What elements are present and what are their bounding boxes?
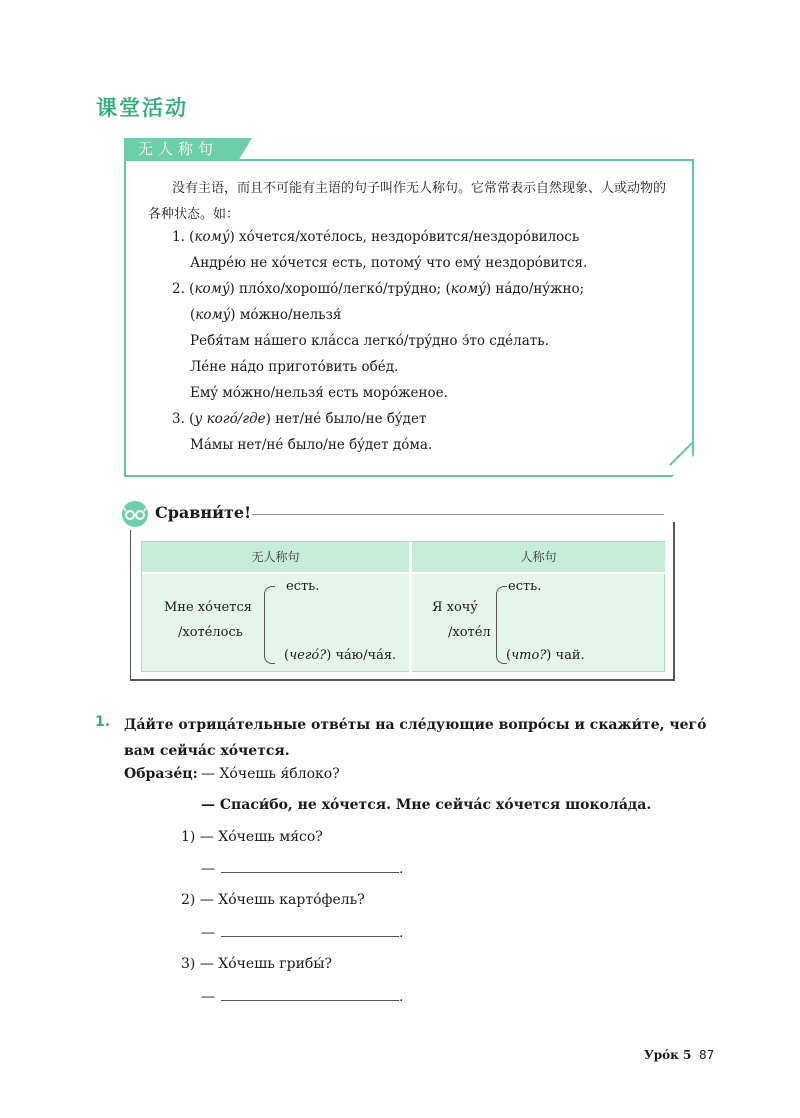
answer-blank-1[interactable]: — . [201, 861, 404, 877]
grammar-line: Мáмы нет/нé было/не бýдет дóма. [190, 437, 433, 453]
compare-column-divider [409, 542, 412, 672]
compare-right-subject: Я хочý [432, 600, 478, 615]
grammar-line: 2. (комý) плóхо/хорошó/легкó/трýдно; (комý) нáдо/нýжно; [172, 281, 585, 297]
glasses-icon [121, 500, 149, 528]
compare-table [141, 541, 665, 672]
compare-left-subject: Мне хóчется [164, 600, 252, 615]
grammar-line: 3. (у когó/где) нет/нé было/не бýдет [172, 411, 427, 427]
compare-right-top: есть. [508, 579, 542, 594]
compare-divider [252, 514, 664, 515]
compare-left-top: есть. [286, 579, 320, 594]
sample-answer: — Спаси́бо, не хóчется. Мне сейчáс хóчется шоколáда. [201, 797, 652, 813]
compare-left-bottom: (чегó?) чáю/чáя. [284, 648, 397, 663]
answer-blank-2[interactable]: — . [201, 925, 404, 941]
exercise-instruction: Дáйте отрицáтельные отвéты на слéдующие вопрóсы и скажи́те, чегó вам сейчáс хóчется. [124, 717, 707, 759]
compare-left-subject-past: /хотéлось [178, 625, 243, 640]
compare-header-personal: 人称句 [412, 542, 665, 574]
exercise-number: 1. [95, 714, 111, 730]
compare-right-bottom: (что?) чай. [506, 648, 585, 663]
grammar-line: Лéне нáдо приготóвить обéд. [190, 359, 399, 375]
compare-frame [673, 522, 675, 680]
compare-right-subject-past: /хотéл [448, 625, 491, 640]
sample-question: — Хóчешь я́блоко? [201, 766, 340, 782]
section-title: 课堂活动 [96, 96, 188, 120]
question-3: 3) — Хóчешь грибы́? [181, 956, 333, 972]
compare-header-impersonal: 无人称句 [142, 542, 409, 574]
compare-left-brace [264, 586, 275, 664]
grammar-line: (комý) мóжно/нельзя́ [190, 307, 342, 323]
grammar-line: Андрéю не хóчется есть, потомý что емý нездорóвится. [190, 255, 588, 271]
compare-frame [130, 530, 131, 680]
sample-label: Образéц: [124, 766, 198, 782]
answer-blank-3[interactable]: — . [201, 989, 404, 1005]
question-2: 2) — Хóчешь картóфель? [181, 892, 365, 908]
grammar-intro: 没有主语，而且不可能有主语的句子叫作无人称句。它常常表示自然现象、人或动物的各种状态。如： [148, 181, 667, 222]
grammar-line: Емý мóжно/нельзя́ есть морóженое. [190, 385, 448, 401]
compare-title: Сравни́те! [155, 503, 252, 522]
grammar-tab: 无人称句 [124, 138, 238, 161]
question-1: 1) — Хóчешь мя́со? [181, 829, 323, 845]
page-footer: Урóк 5 87 [644, 1048, 715, 1062]
compare-frame [130, 679, 675, 681]
grammar-line: 1. (комý) хóчется/хотéлось, нездорóвится/нездорóвилось [172, 229, 580, 245]
grammar-line: Ребя́там нáшего клáсса легкó/трýдно э́то сдéлать. [190, 333, 549, 349]
